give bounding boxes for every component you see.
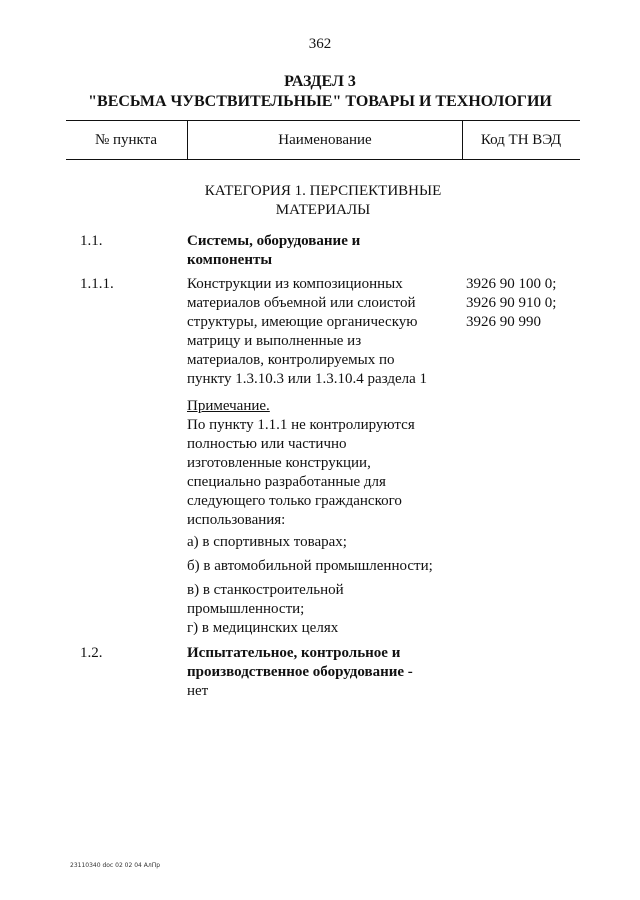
note-line: использования: [187, 512, 286, 528]
item-name-line: производственное оборудование - [187, 664, 413, 680]
note-line: По пункту 1.1.1 не контролируются [187, 417, 415, 433]
note-list-item: промышленности; [187, 601, 305, 617]
category-line2: МАТЕРИАЛЫ [275, 202, 371, 218]
item-name-line: Конструкции из композиционных [187, 276, 403, 292]
item-name-line: материалов объемной или слоистой [187, 295, 416, 311]
item-name-line: материалов, контролируемых по [187, 352, 395, 368]
item-name-line: Испытательное, контрольное и [187, 645, 401, 661]
item-number-1-2: 1.2. [80, 645, 103, 661]
note-list-item: а) в спортивных товарах; [187, 534, 347, 550]
item-code: 3926 90 100 0; [466, 276, 557, 292]
note-line: следующего только гражданского [187, 493, 402, 509]
item-code: 3926 90 910 0; [466, 295, 557, 311]
footer-file-reference: 23110340 doc 02 02 04 АлПр [70, 862, 161, 869]
note [187, 397, 462, 638]
note-list-item: г) в медицинских целях [187, 620, 339, 636]
item-number-1-1-1: 1.1.1. [80, 276, 114, 292]
header-name: Наименование [187, 121, 463, 159]
header-code: Код ТН ВЭД [480, 132, 562, 148]
category-line1: КАТЕГОРИЯ 1. ПЕРСПЕКТИВНЫЕ [204, 183, 442, 199]
item-code: 3926 90 990 [466, 314, 541, 330]
note-title: Примечание. [187, 398, 270, 414]
section-title-line1: РАЗДЕЛ 3 [284, 73, 356, 90]
note-line: изготовленные конструкции, [187, 455, 371, 471]
item-suffix: нет [187, 683, 209, 699]
item-name-line: структуры, имеющие органическую [187, 314, 418, 330]
note-line: полностью или частично [187, 436, 347, 452]
item-number-1-1: 1.1. [80, 233, 103, 249]
item-name-1-1-1 [187, 275, 462, 389]
category-title [185, 182, 461, 220]
section-title [0, 72, 640, 112]
item-codes-1-1-1 [466, 275, 586, 332]
item-name-1-2 [187, 644, 462, 701]
section-title-line2: "ВЕСЬМА ЧУВСТВИТЕЛЬНЫЕ" ТОВАРЫ И ТЕХНОЛОГИИ [88, 93, 552, 110]
header-item-number: № пункта [94, 132, 158, 148]
item-name-line: пункту 1.3.10.3 или 1.3.10.4 раздела 1 [187, 371, 428, 387]
note-line: специально разработанные для [187, 474, 386, 490]
item-name-1-1 [187, 232, 462, 270]
page-number: 362 [308, 36, 332, 52]
item-name-line: компоненты [187, 252, 273, 268]
note-list-item: в) в станкостроительной [187, 582, 344, 598]
table-header [66, 120, 580, 160]
note-list-item: б) в автомобильной промышленности; [187, 558, 433, 574]
item-name-line: матрицу и выполненные из [187, 333, 362, 349]
item-name-line: Системы, оборудование и [187, 233, 361, 249]
